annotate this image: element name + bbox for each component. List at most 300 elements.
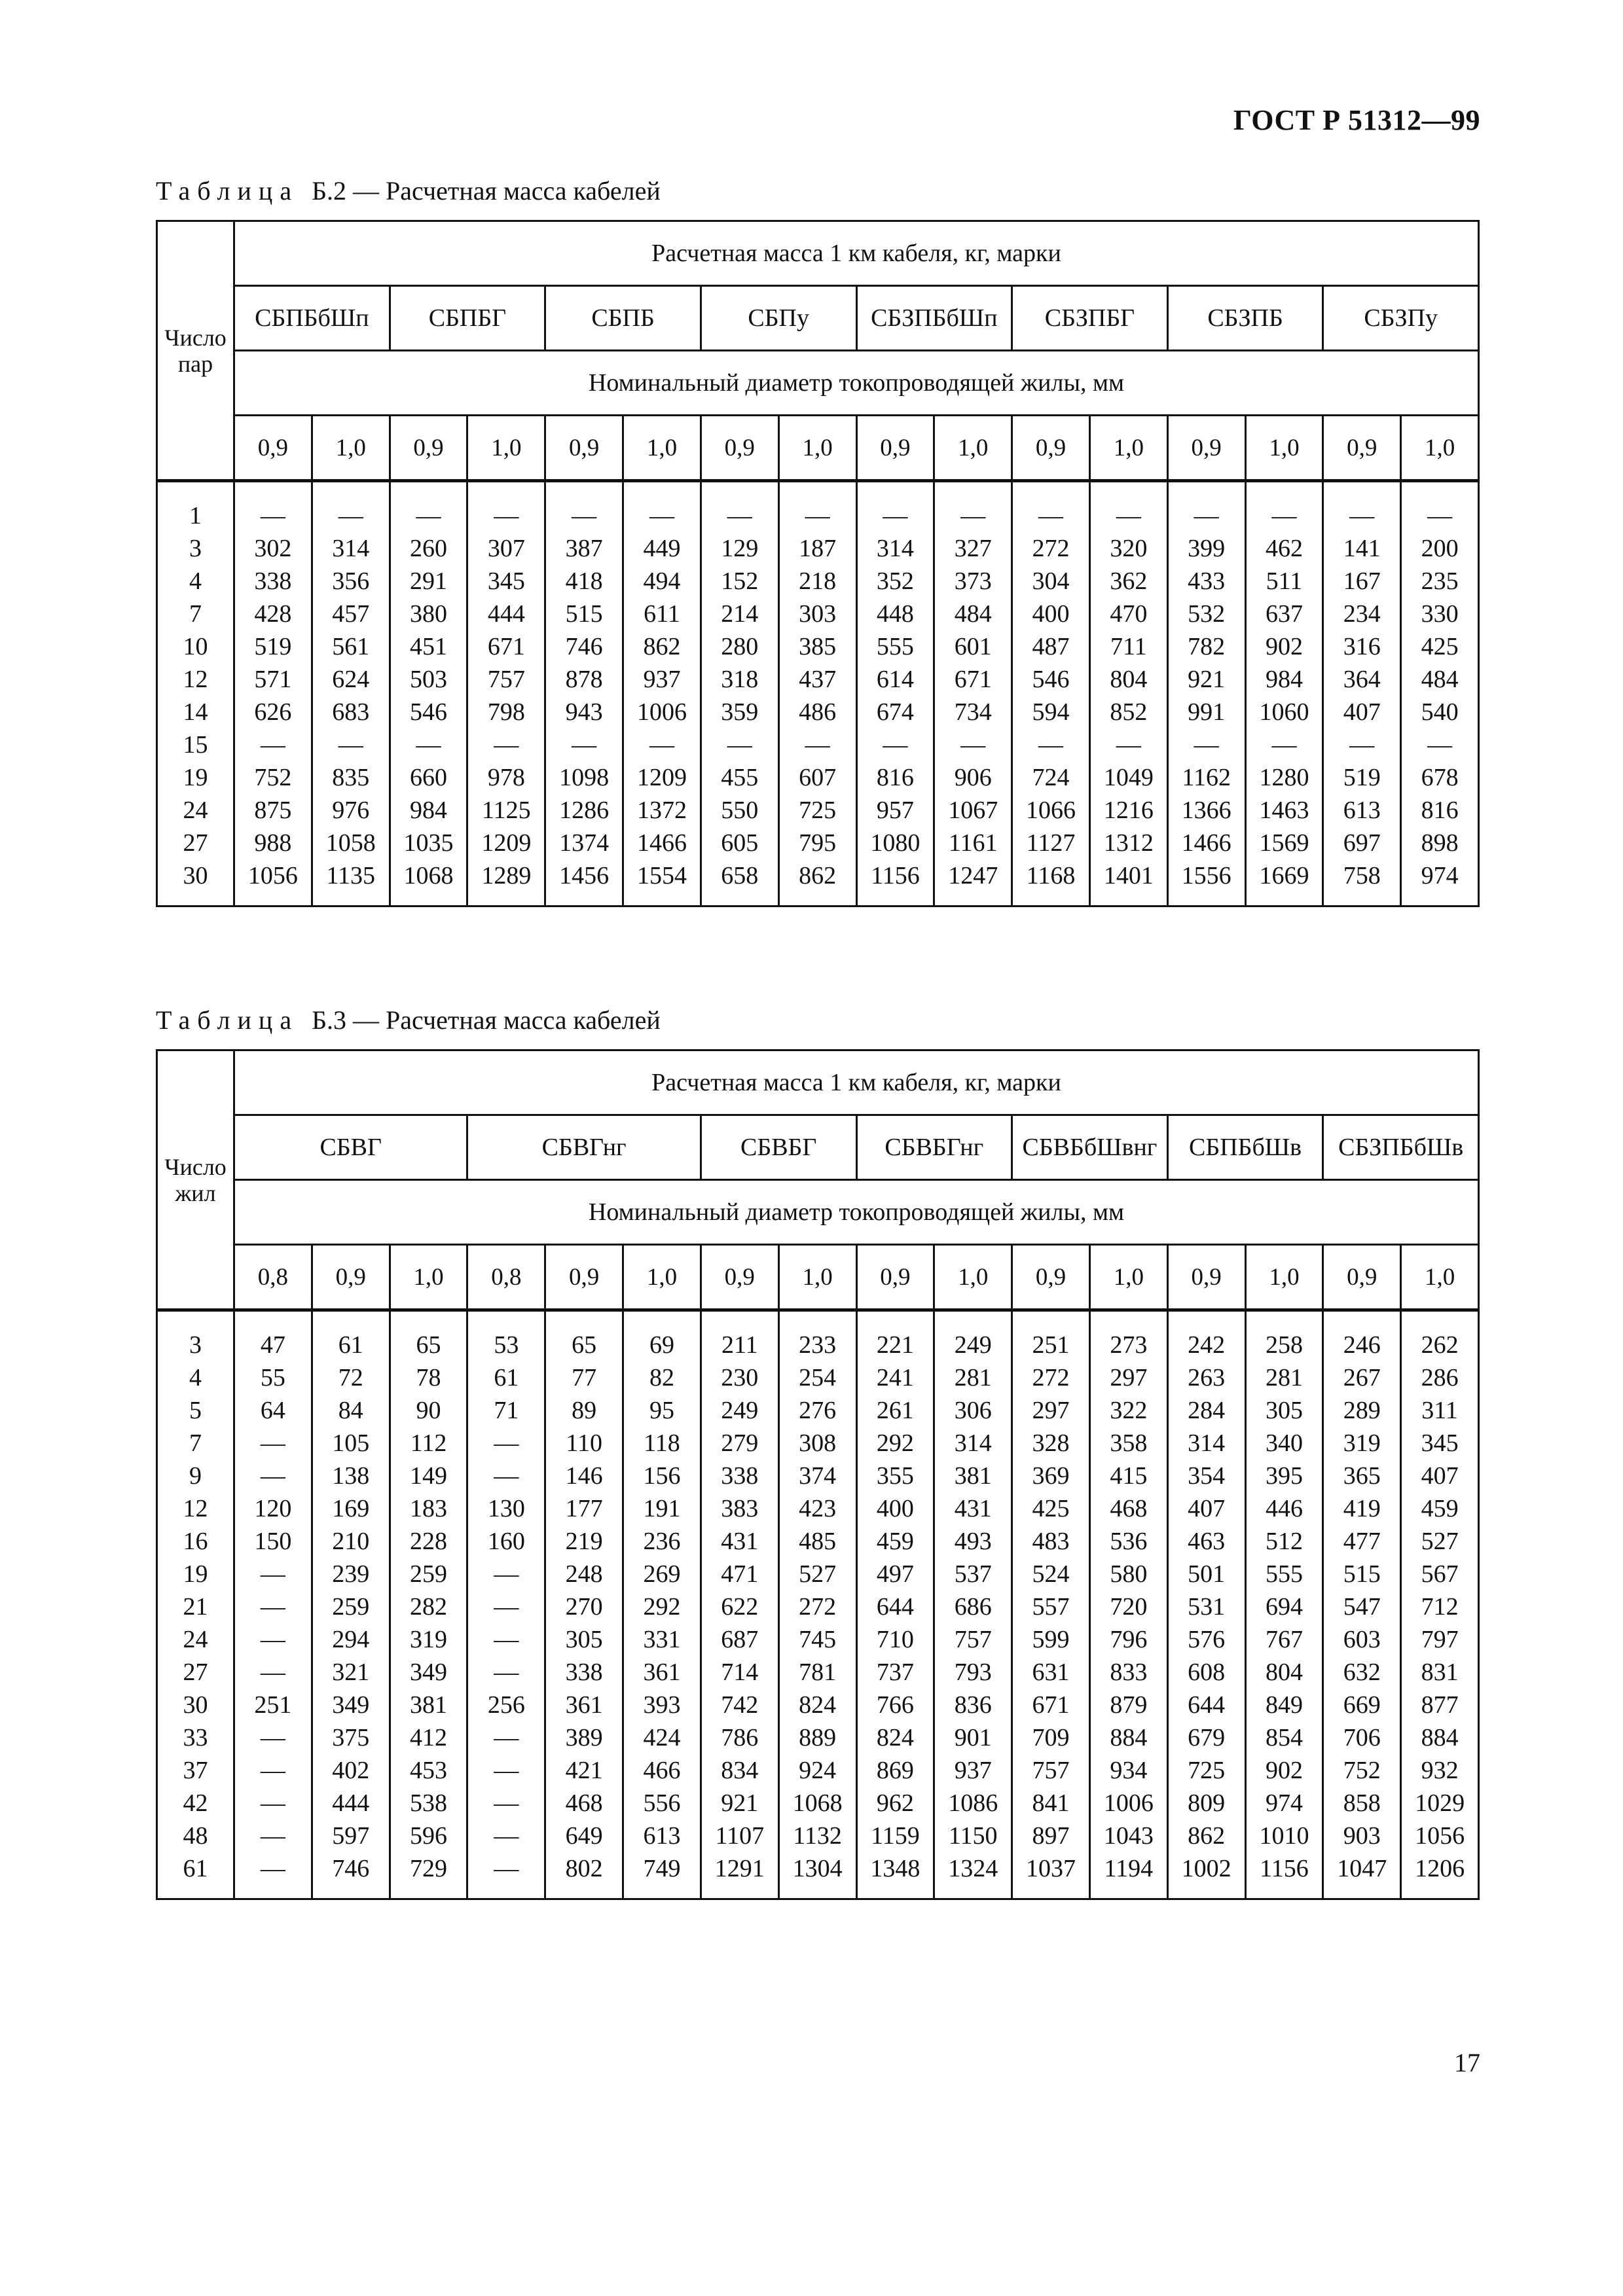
table-row xyxy=(157,1590,1479,1623)
mass-value-cell: 984 xyxy=(1245,663,1323,696)
row-count-cell: 24 xyxy=(157,794,234,827)
mass-value-cell: 671 xyxy=(934,663,1012,696)
mass-value-cell: 362 xyxy=(1089,565,1167,598)
row-count-cell: 21 xyxy=(157,1590,234,1623)
row-header-line: пар xyxy=(177,350,213,377)
mass-value-cell: 468 xyxy=(1089,1492,1167,1525)
mass-value-cell: 352 xyxy=(856,565,934,598)
mass-value-cell: 710 xyxy=(856,1623,934,1656)
spacer-cell xyxy=(312,481,390,500)
spacer-cell xyxy=(1323,1885,1401,1899)
mass-value-cell: 297 xyxy=(1012,1394,1090,1427)
mass-value-cell: 540 xyxy=(1401,696,1479,728)
mass-value-cell: — xyxy=(467,1558,545,1590)
mass-value-cell: 1466 xyxy=(1167,827,1245,859)
mass-value-cell: 272 xyxy=(778,1590,856,1623)
mass-value-cell: 758 xyxy=(1323,859,1401,892)
mass-value-cell: 156 xyxy=(623,1460,701,1492)
brand-header-cell: СБПу xyxy=(701,286,856,351)
row-count-cell: 9 xyxy=(157,1460,234,1492)
mass-value-cell: 596 xyxy=(390,1820,467,1852)
table-row xyxy=(157,1754,1479,1787)
mass-value-cell: 1135 xyxy=(312,859,390,892)
mass-value-cell: — xyxy=(1089,728,1167,761)
mass-value-cell: 605 xyxy=(701,827,778,859)
mass-value-cell: 484 xyxy=(934,598,1012,630)
spacer-cell xyxy=(1323,892,1401,906)
mass-value-cell: 459 xyxy=(856,1525,934,1558)
mass-value-cell: 1209 xyxy=(467,827,545,859)
mass-value-cell: 214 xyxy=(701,598,778,630)
mass-value-cell: — xyxy=(1012,499,1090,532)
mass-value-cell: 974 xyxy=(1401,859,1479,892)
mass-value-cell: — xyxy=(856,499,934,532)
mass-value-cell: — xyxy=(1401,499,1479,532)
table-row xyxy=(157,630,1479,663)
mass-value-cell: 1150 xyxy=(934,1820,1012,1852)
mass-value-cell: 468 xyxy=(545,1787,623,1820)
row-count-cell: 27 xyxy=(157,1656,234,1689)
mass-value-cell: 318 xyxy=(701,663,778,696)
mass-value-cell: 567 xyxy=(1401,1558,1479,1590)
mass-value-cell: 262 xyxy=(1401,1329,1479,1361)
mass-value-cell: — xyxy=(623,728,701,761)
mass-value-cell: 292 xyxy=(856,1427,934,1460)
mass-value-cell: 364 xyxy=(1323,663,1401,696)
mass-value-cell: 697 xyxy=(1323,827,1401,859)
mass-value-cell: 328 xyxy=(1012,1427,1090,1460)
diameter-value-cell: 1,0 xyxy=(1245,1245,1323,1310)
spacer-cell xyxy=(701,1885,778,1899)
mass-value-cell: 576 xyxy=(1167,1623,1245,1656)
mass-value-cell: 766 xyxy=(856,1689,934,1721)
mass-value-cell: 415 xyxy=(1089,1460,1167,1492)
mass-value-cell: 1280 xyxy=(1245,761,1323,794)
mass-value-cell: 311 xyxy=(1401,1394,1479,1427)
table-row xyxy=(157,1329,1479,1361)
mass-value-cell: 263 xyxy=(1167,1361,1245,1394)
diameter-value-cell: 0,8 xyxy=(467,1245,545,1310)
mass-value-cell: — xyxy=(234,1852,312,1885)
mass-value-cell: 280 xyxy=(701,630,778,663)
mass-value-cell: 279 xyxy=(701,1427,778,1460)
mass-value-cell: 69 xyxy=(623,1329,701,1361)
mass-value-cell: 462 xyxy=(1245,532,1323,565)
mass-value-cell: 889 xyxy=(778,1721,856,1754)
mass-value-cell: 597 xyxy=(312,1820,390,1852)
table-row xyxy=(157,827,1479,859)
diameter-header-cell: Номинальный диаметр токопроводящей жилы, мм xyxy=(234,351,1479,416)
spacer-cell xyxy=(312,1310,390,1329)
table-row xyxy=(157,761,1479,794)
mass-value-cell: 862 xyxy=(623,630,701,663)
mass-value-cell: 345 xyxy=(1401,1427,1479,1460)
mass-value-cell: 752 xyxy=(234,761,312,794)
mass-value-cell: 745 xyxy=(778,1623,856,1656)
mass-value-cell: 884 xyxy=(1401,1721,1479,1754)
diameter-value-cell: 1,0 xyxy=(778,1245,856,1310)
spacer-cell xyxy=(157,1310,234,1329)
mass-value-cell: — xyxy=(234,1820,312,1852)
mass-value-cell: 511 xyxy=(1245,565,1323,598)
mass-value-cell: 1161 xyxy=(934,827,1012,859)
mass-value-cell: 236 xyxy=(623,1525,701,1558)
header-row-group xyxy=(157,1050,1479,1115)
mass-value-cell: 319 xyxy=(1323,1427,1401,1460)
mass-value-cell: 679 xyxy=(1167,1721,1245,1754)
diameter-value-cell: 0,9 xyxy=(701,1245,778,1310)
diameter-value-cell: 0,9 xyxy=(1167,416,1245,481)
mass-value-cell: — xyxy=(234,728,312,761)
brand-header-cell: СБВБбШвнг xyxy=(1012,1115,1168,1180)
mass-value-cell: 477 xyxy=(1323,1525,1401,1558)
mass-value-cell: 580 xyxy=(1089,1558,1167,1590)
mass-value-cell: 105 xyxy=(312,1427,390,1460)
mass-value-cell: 211 xyxy=(701,1329,778,1361)
spacer-cell xyxy=(234,481,312,500)
mass-value-cell: 210 xyxy=(312,1525,390,1558)
mass-value-cell: 932 xyxy=(1401,1754,1479,1787)
mass-value-cell: 903 xyxy=(1323,1820,1401,1852)
mass-value-cell: 796 xyxy=(1089,1623,1167,1656)
mass-value-cell: — xyxy=(467,1427,545,1460)
row-count-cell: 24 xyxy=(157,1623,234,1656)
mass-value-cell: 269 xyxy=(623,1558,701,1590)
mass-value-cell: 1209 xyxy=(623,761,701,794)
mass-value-cell: 471 xyxy=(701,1558,778,1590)
mass-value-cell: 957 xyxy=(856,794,934,827)
mass-value-cell: 451 xyxy=(390,630,467,663)
mass-value-cell: 242 xyxy=(1167,1329,1245,1361)
mass-value-cell: 1194 xyxy=(1089,1852,1167,1885)
table-row xyxy=(157,1656,1479,1689)
mass-value-cell: 374 xyxy=(778,1460,856,1492)
mass-value-cell: 118 xyxy=(623,1427,701,1460)
table-row xyxy=(157,1558,1479,1590)
spacer-cell xyxy=(1323,1310,1401,1329)
mass-value-cell: 286 xyxy=(1401,1361,1479,1394)
mass-value-cell: 282 xyxy=(390,1590,467,1623)
mass-value-cell: 338 xyxy=(701,1460,778,1492)
mass-value-cell: 338 xyxy=(234,565,312,598)
mass-value-cell: 71 xyxy=(467,1394,545,1427)
mass-value-cell: — xyxy=(312,728,390,761)
mass-value-cell: 437 xyxy=(778,663,856,696)
mass-value-cell: 345 xyxy=(467,565,545,598)
spacer-cell xyxy=(312,1885,390,1899)
table-b2-caption-prefix: Таблица xyxy=(156,176,299,206)
table-row xyxy=(157,499,1479,532)
mass-value-cell: — xyxy=(1167,499,1245,532)
mass-value-cell: 261 xyxy=(856,1394,934,1427)
mass-value-cell: 921 xyxy=(701,1787,778,1820)
mass-value-cell: 483 xyxy=(1012,1525,1090,1558)
mass-value-cell: 1556 xyxy=(1167,859,1245,892)
mass-value-cell: 1006 xyxy=(623,696,701,728)
mass-value-cell: 457 xyxy=(312,598,390,630)
mass-value-cell: — xyxy=(467,1721,545,1754)
mass-value-cell: 331 xyxy=(623,1623,701,1656)
mass-value-cell: 1056 xyxy=(1401,1820,1479,1852)
mass-value-cell: 902 xyxy=(1245,1754,1323,1787)
mass-value-cell: 1156 xyxy=(1245,1852,1323,1885)
mass-value-cell: 671 xyxy=(467,630,545,663)
mass-value-cell: 757 xyxy=(467,663,545,696)
row-header-cell xyxy=(157,221,234,481)
brand-header-cell: СБПБГ xyxy=(390,286,545,351)
diameter-value-cell: 0,9 xyxy=(312,1245,390,1310)
header-row-group xyxy=(157,221,1479,286)
spacer-cell xyxy=(1012,481,1090,500)
mass-value-cell: 455 xyxy=(701,761,778,794)
mass-value-cell: 340 xyxy=(1245,1427,1323,1460)
mass-value-cell: 218 xyxy=(778,565,856,598)
mass-value-cell: 308 xyxy=(778,1427,856,1460)
row-count-cell: 10 xyxy=(157,630,234,663)
diameter-value-cell: 1,0 xyxy=(1401,416,1479,481)
spacer-cell xyxy=(467,481,545,500)
mass-value-cell: 1049 xyxy=(1089,761,1167,794)
row-header-line: жил xyxy=(175,1179,216,1206)
mass-value-cell: 314 xyxy=(934,1427,1012,1460)
table-b2-caption xyxy=(156,175,661,206)
mass-value-cell: 387 xyxy=(545,532,623,565)
mass-value-cell: 146 xyxy=(545,1460,623,1492)
mass-value-cell: 55 xyxy=(234,1361,312,1394)
mass-value-cell: 375 xyxy=(312,1721,390,1754)
diameter-value-cell: 0,9 xyxy=(1012,416,1090,481)
row-count-cell: 61 xyxy=(157,1852,234,1885)
table-b3 xyxy=(156,1049,1480,1900)
mass-value-cell: 501 xyxy=(1167,1558,1245,1590)
mass-value-cell: 613 xyxy=(623,1820,701,1852)
mass-value-cell: 978 xyxy=(467,761,545,794)
mass-value-cell: 546 xyxy=(1012,663,1090,696)
table-row xyxy=(157,1492,1479,1525)
diameter-value-cell: 0,9 xyxy=(1323,416,1401,481)
row-count-cell: 42 xyxy=(157,1787,234,1820)
mass-value-cell: 272 xyxy=(1012,1361,1090,1394)
spacer-cell xyxy=(1089,1310,1167,1329)
spacer-cell xyxy=(1167,1885,1245,1899)
mass-value-cell: 614 xyxy=(856,663,934,696)
mass-value-cell: 924 xyxy=(778,1754,856,1787)
mass-value-cell: 200 xyxy=(1401,532,1479,565)
diameter-header-cell: Номинальный диаметр токопроводящей жилы, мм xyxy=(234,1180,1479,1245)
mass-value-cell: 169 xyxy=(312,1492,390,1525)
mass-value-cell: 65 xyxy=(545,1329,623,1361)
mass-value-cell: — xyxy=(1167,728,1245,761)
mass-value-cell: 306 xyxy=(934,1394,1012,1427)
table-b3-caption xyxy=(156,1005,661,1035)
brand-header-cell: СБПБбШв xyxy=(1167,1115,1323,1180)
mass-value-cell: 281 xyxy=(1245,1361,1323,1394)
mass-value-cell: 448 xyxy=(856,598,934,630)
header-row-brands xyxy=(157,286,1479,351)
mass-value-cell: 61 xyxy=(467,1361,545,1394)
mass-value-cell: 943 xyxy=(545,696,623,728)
mass-value-cell: 833 xyxy=(1089,1656,1167,1689)
mass-value-cell: 421 xyxy=(545,1754,623,1787)
mass-value-cell: 305 xyxy=(1245,1394,1323,1427)
mass-value-cell: 385 xyxy=(778,630,856,663)
spacer-cell xyxy=(1245,1885,1323,1899)
mass-value-cell: 487 xyxy=(1012,630,1090,663)
table-row xyxy=(157,598,1479,630)
mass-value-cell: 557 xyxy=(1012,1590,1090,1623)
mass-value-cell: — xyxy=(390,728,467,761)
mass-value-cell: 527 xyxy=(1401,1525,1479,1558)
table-row xyxy=(157,565,1479,598)
mass-value-cell: 674 xyxy=(856,696,934,728)
mass-value-cell: 742 xyxy=(701,1689,778,1721)
diameter-value-cell: 0,9 xyxy=(234,416,312,481)
brand-header-cell: СБВБГнг xyxy=(856,1115,1012,1180)
mass-value-cell: 724 xyxy=(1012,761,1090,794)
mass-value-cell: 1086 xyxy=(934,1787,1012,1820)
mass-value-cell: 369 xyxy=(1012,1460,1090,1492)
mass-value-cell: 307 xyxy=(467,532,545,565)
mass-value-cell: 149 xyxy=(390,1460,467,1492)
brand-header-cell: СБПБбШп xyxy=(234,286,390,351)
mass-value-cell: 991 xyxy=(1167,696,1245,728)
mass-value-cell: 423 xyxy=(778,1492,856,1525)
mass-value-cell: 626 xyxy=(234,696,312,728)
mass-value-cell: 782 xyxy=(1167,630,1245,663)
mass-value-cell: — xyxy=(234,1721,312,1754)
mass-value-cell: 72 xyxy=(312,1361,390,1394)
mass-value-cell: 1035 xyxy=(390,827,467,859)
mass-value-cell: 221 xyxy=(856,1329,934,1361)
mass-value-cell: 841 xyxy=(1012,1787,1090,1820)
mass-value-cell: — xyxy=(778,499,856,532)
mass-value-cell: — xyxy=(934,728,1012,761)
diameter-value-cell: 1,0 xyxy=(623,1245,701,1310)
mass-value-cell: 644 xyxy=(856,1590,934,1623)
mass-value-cell: 824 xyxy=(856,1721,934,1754)
mass-value-cell: 1374 xyxy=(545,827,623,859)
mass-value-cell: — xyxy=(701,728,778,761)
mass-value-cell: 418 xyxy=(545,565,623,598)
spacer-cell xyxy=(778,481,856,500)
spacer-cell xyxy=(390,481,467,500)
mass-value-cell: 354 xyxy=(1167,1460,1245,1492)
mass-value-cell: 804 xyxy=(1089,663,1167,696)
header-row-brands xyxy=(157,1115,1479,1180)
mass-value-cell: 1107 xyxy=(701,1820,778,1852)
mass-value-cell: 1058 xyxy=(312,827,390,859)
spacer-cell xyxy=(390,1885,467,1899)
mass-value-cell: 879 xyxy=(1089,1689,1167,1721)
spacer-cell xyxy=(856,1310,934,1329)
diameter-value-cell: 0,9 xyxy=(856,1245,934,1310)
diameter-value-cell: 1,0 xyxy=(1089,1245,1167,1310)
mass-value-cell: 1401 xyxy=(1089,859,1167,892)
diameter-value-cell: 0,9 xyxy=(856,416,934,481)
mass-value-cell: 47 xyxy=(234,1329,312,1361)
mass-value-cell: 531 xyxy=(1167,1590,1245,1623)
mass-value-cell: 536 xyxy=(1089,1525,1167,1558)
mass-value-cell: 515 xyxy=(1323,1558,1401,1590)
mass-value-cell: — xyxy=(234,1460,312,1492)
mass-value-cell: 1156 xyxy=(856,859,934,892)
group-header-cell: Расчетная масса 1 км кабеля, кг, марки xyxy=(234,221,1479,286)
mass-value-cell: 167 xyxy=(1323,565,1401,598)
mass-value-cell: 424 xyxy=(623,1721,701,1754)
mass-value-cell: 381 xyxy=(934,1460,1012,1492)
mass-value-cell: 561 xyxy=(312,630,390,663)
mass-value-cell: 1168 xyxy=(1012,859,1090,892)
mass-value-cell: 607 xyxy=(778,761,856,794)
row-header-cell xyxy=(157,1050,234,1310)
mass-value-cell: — xyxy=(234,1787,312,1820)
mass-value-cell: 757 xyxy=(1012,1754,1090,1787)
spacer-cell xyxy=(390,892,467,906)
header-row-diameter xyxy=(157,351,1479,416)
spacer-cell xyxy=(467,892,545,906)
spacer-cell xyxy=(157,1885,234,1899)
mass-value-cell: 962 xyxy=(856,1787,934,1820)
brand-header-cell: СБВБГ xyxy=(701,1115,856,1180)
mass-value-cell: 228 xyxy=(390,1525,467,1558)
mass-value-cell: 246 xyxy=(1323,1329,1401,1361)
mass-value-cell: — xyxy=(234,1656,312,1689)
diameter-value-cell: 1,0 xyxy=(1401,1245,1479,1310)
mass-value-cell: 330 xyxy=(1401,598,1479,630)
mass-value-cell: 706 xyxy=(1323,1721,1401,1754)
mass-value-cell: 884 xyxy=(1089,1721,1167,1754)
mass-value-cell: — xyxy=(467,1656,545,1689)
mass-value-cell: 1043 xyxy=(1089,1820,1167,1852)
mass-value-cell: 1098 xyxy=(545,761,623,794)
mass-value-cell: 1029 xyxy=(1401,1787,1479,1820)
diameter-value-cell: 1,0 xyxy=(778,416,856,481)
mass-value-cell: 594 xyxy=(1012,696,1090,728)
mass-value-cell: 687 xyxy=(701,1623,778,1656)
mass-value-cell: 89 xyxy=(545,1394,623,1427)
mass-value-cell: 527 xyxy=(778,1558,856,1590)
body-bottom-spacer xyxy=(157,1885,1479,1899)
row-count-cell: 14 xyxy=(157,696,234,728)
mass-value-cell: 141 xyxy=(1323,532,1401,565)
mass-value-cell: 571 xyxy=(234,663,312,696)
mass-value-cell: 798 xyxy=(467,696,545,728)
mass-value-cell: 327 xyxy=(934,532,1012,565)
brand-header-cell: СБЗПБ xyxy=(1167,286,1323,351)
mass-value-cell: 547 xyxy=(1323,1590,1401,1623)
table-row xyxy=(157,1721,1479,1754)
mass-value-cell: — xyxy=(545,499,623,532)
mass-value-cell: 272 xyxy=(1012,532,1090,565)
mass-value-cell: 61 xyxy=(312,1329,390,1361)
mass-value-cell: — xyxy=(467,1460,545,1492)
spacer-cell xyxy=(934,1310,1012,1329)
mass-value-cell: 152 xyxy=(701,565,778,598)
spacer-cell xyxy=(623,1885,701,1899)
diameter-value-cell: 1,0 xyxy=(312,416,390,481)
mass-value-cell: 453 xyxy=(390,1754,467,1787)
spacer-cell xyxy=(157,892,234,906)
brand-header-cell: СБЗПу xyxy=(1323,286,1479,351)
mass-value-cell: 497 xyxy=(856,1558,934,1590)
mass-value-cell: — xyxy=(623,499,701,532)
spacer-cell xyxy=(390,1310,467,1329)
mass-value-cell: 431 xyxy=(934,1492,1012,1525)
mass-value-cell: 816 xyxy=(856,761,934,794)
mass-value-cell: 622 xyxy=(701,1590,778,1623)
mass-value-cell: 235 xyxy=(1401,565,1479,598)
mass-value-cell: 1463 xyxy=(1245,794,1323,827)
